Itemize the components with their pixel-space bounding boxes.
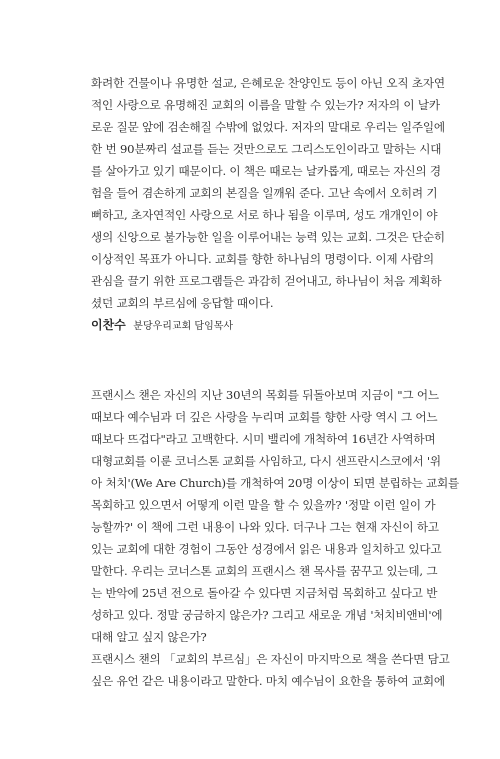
author-name: 이찬수 (91, 318, 126, 332)
body-line: 대해 알고 싶지 않은가? (91, 630, 207, 644)
body-line: 능할까?' 이 책에 그런 내용이 나와 있다. 더구나 그는 현재 자신이 하고 (91, 520, 439, 534)
endorsement-line: 뻐하고, 초자연적인 사랑으로 서로 하나 됨을 이루며, 성도 개개인이 야 (91, 208, 438, 222)
author-role: 분당우리교회 담임목사 (133, 321, 234, 332)
endorsement-paragraph (91, 72, 445, 314)
body-line: 목회하고 있으면서 어떻게 이런 말을 할 수 있을까? '정말 이런 일이 가 (91, 498, 436, 512)
endorsement-attribution (91, 317, 233, 335)
endorsement-line: 로운 질문 앞에 검손해질 수밖에 없었다. 저자의 말대로 우리는 일주일에 (91, 120, 445, 134)
endorsement-line: 적인 사랑으로 유명해진 교회의 이름을 말할 수 있는가? 저자의 이 날카 (91, 98, 440, 112)
body-line: 성하고 있다. 정말 궁금하지 않은가? 그리고 새로운 개념 '처치비앤비'에 (91, 608, 443, 622)
endorsement-line: 화려한 건물이나 유명한 설교, 은혜로운 찬양인도 등이 아닌 오직 초자연 (91, 76, 445, 90)
endorsement-line: 관심을 끌기 위한 프로그램들은 과감히 걷어내고, 하나님이 처음 계획하 (91, 274, 442, 288)
endorsement-line: 한 번 90분짜리 설교를 듣는 것만으로도 그리스도인이라고 말하는 시대 (91, 142, 442, 156)
body-line: 프랜시스 챈은 자신의 지난 30년의 목회를 뒤돌아보며 지금이 "그 어느 (91, 388, 439, 402)
endorsement-line: 셨던 교회의 부르심에 응답할 때이다. (91, 296, 274, 310)
endorsement-line: 생의 신앙으로 불가능한 일을 이루어내는 능력 있는 교회. 그것은 단순히 (91, 230, 445, 244)
body-line: 대형교회를 이룬 코너스톤 교회를 사임하고, 다시 샌프란시스코에서 '위 (91, 454, 441, 468)
endorsement-line: 험을 들어 겸손하게 교회의 본질을 일깨워 준다. 고난 속에서 오히려 기 (91, 186, 438, 200)
body-line: 때보다 뜨겁다"라고 고백한다. 시미 밸리에 개척하여 16년간 사역하며 (91, 432, 436, 446)
endorsement-line: 를 살아가고 있기 때문이다. 이 책은 때로는 날카롭게, 때로는 자신의 경 (91, 164, 441, 178)
body-line: 프랜시스 챈의 「교회의 부르심」은 자신이 마지막으로 책을 쓴다면 담고 (91, 652, 450, 666)
body-line: 말한다. 우리는 코너스톤 교회의 프랜시스 챈 목사를 꿈꾸고 있는데, 그 (91, 564, 438, 578)
endorsement-line: 이상적인 목표가 아니다. 교회를 향한 하나님의 명령이다. 이제 사람의 (91, 252, 434, 266)
body-line: 싶은 유언 같은 내용이라고 말한다. 마치 예수님이 요한을 통하여 교회에 (91, 674, 445, 688)
body-line: 는 반악에 25년 전으로 돌아갈 수 있다면 지금처럼 목회하고 싶다고 반 (91, 586, 438, 600)
body-line: 있는 교회에 대한 경험이 그동안 성경에서 읽은 내용과 일치하고 있다고 (91, 542, 442, 556)
body-text (91, 384, 460, 692)
body-line: 때보다 예수님과 더 깊은 사랑을 누리며 교회를 향한 사랑 역시 그 어느 (91, 410, 438, 424)
body-line: 아 처치'(We Are Church)를 개척하여 20명 이상이 되면 분립하는 교회를 (91, 476, 460, 490)
